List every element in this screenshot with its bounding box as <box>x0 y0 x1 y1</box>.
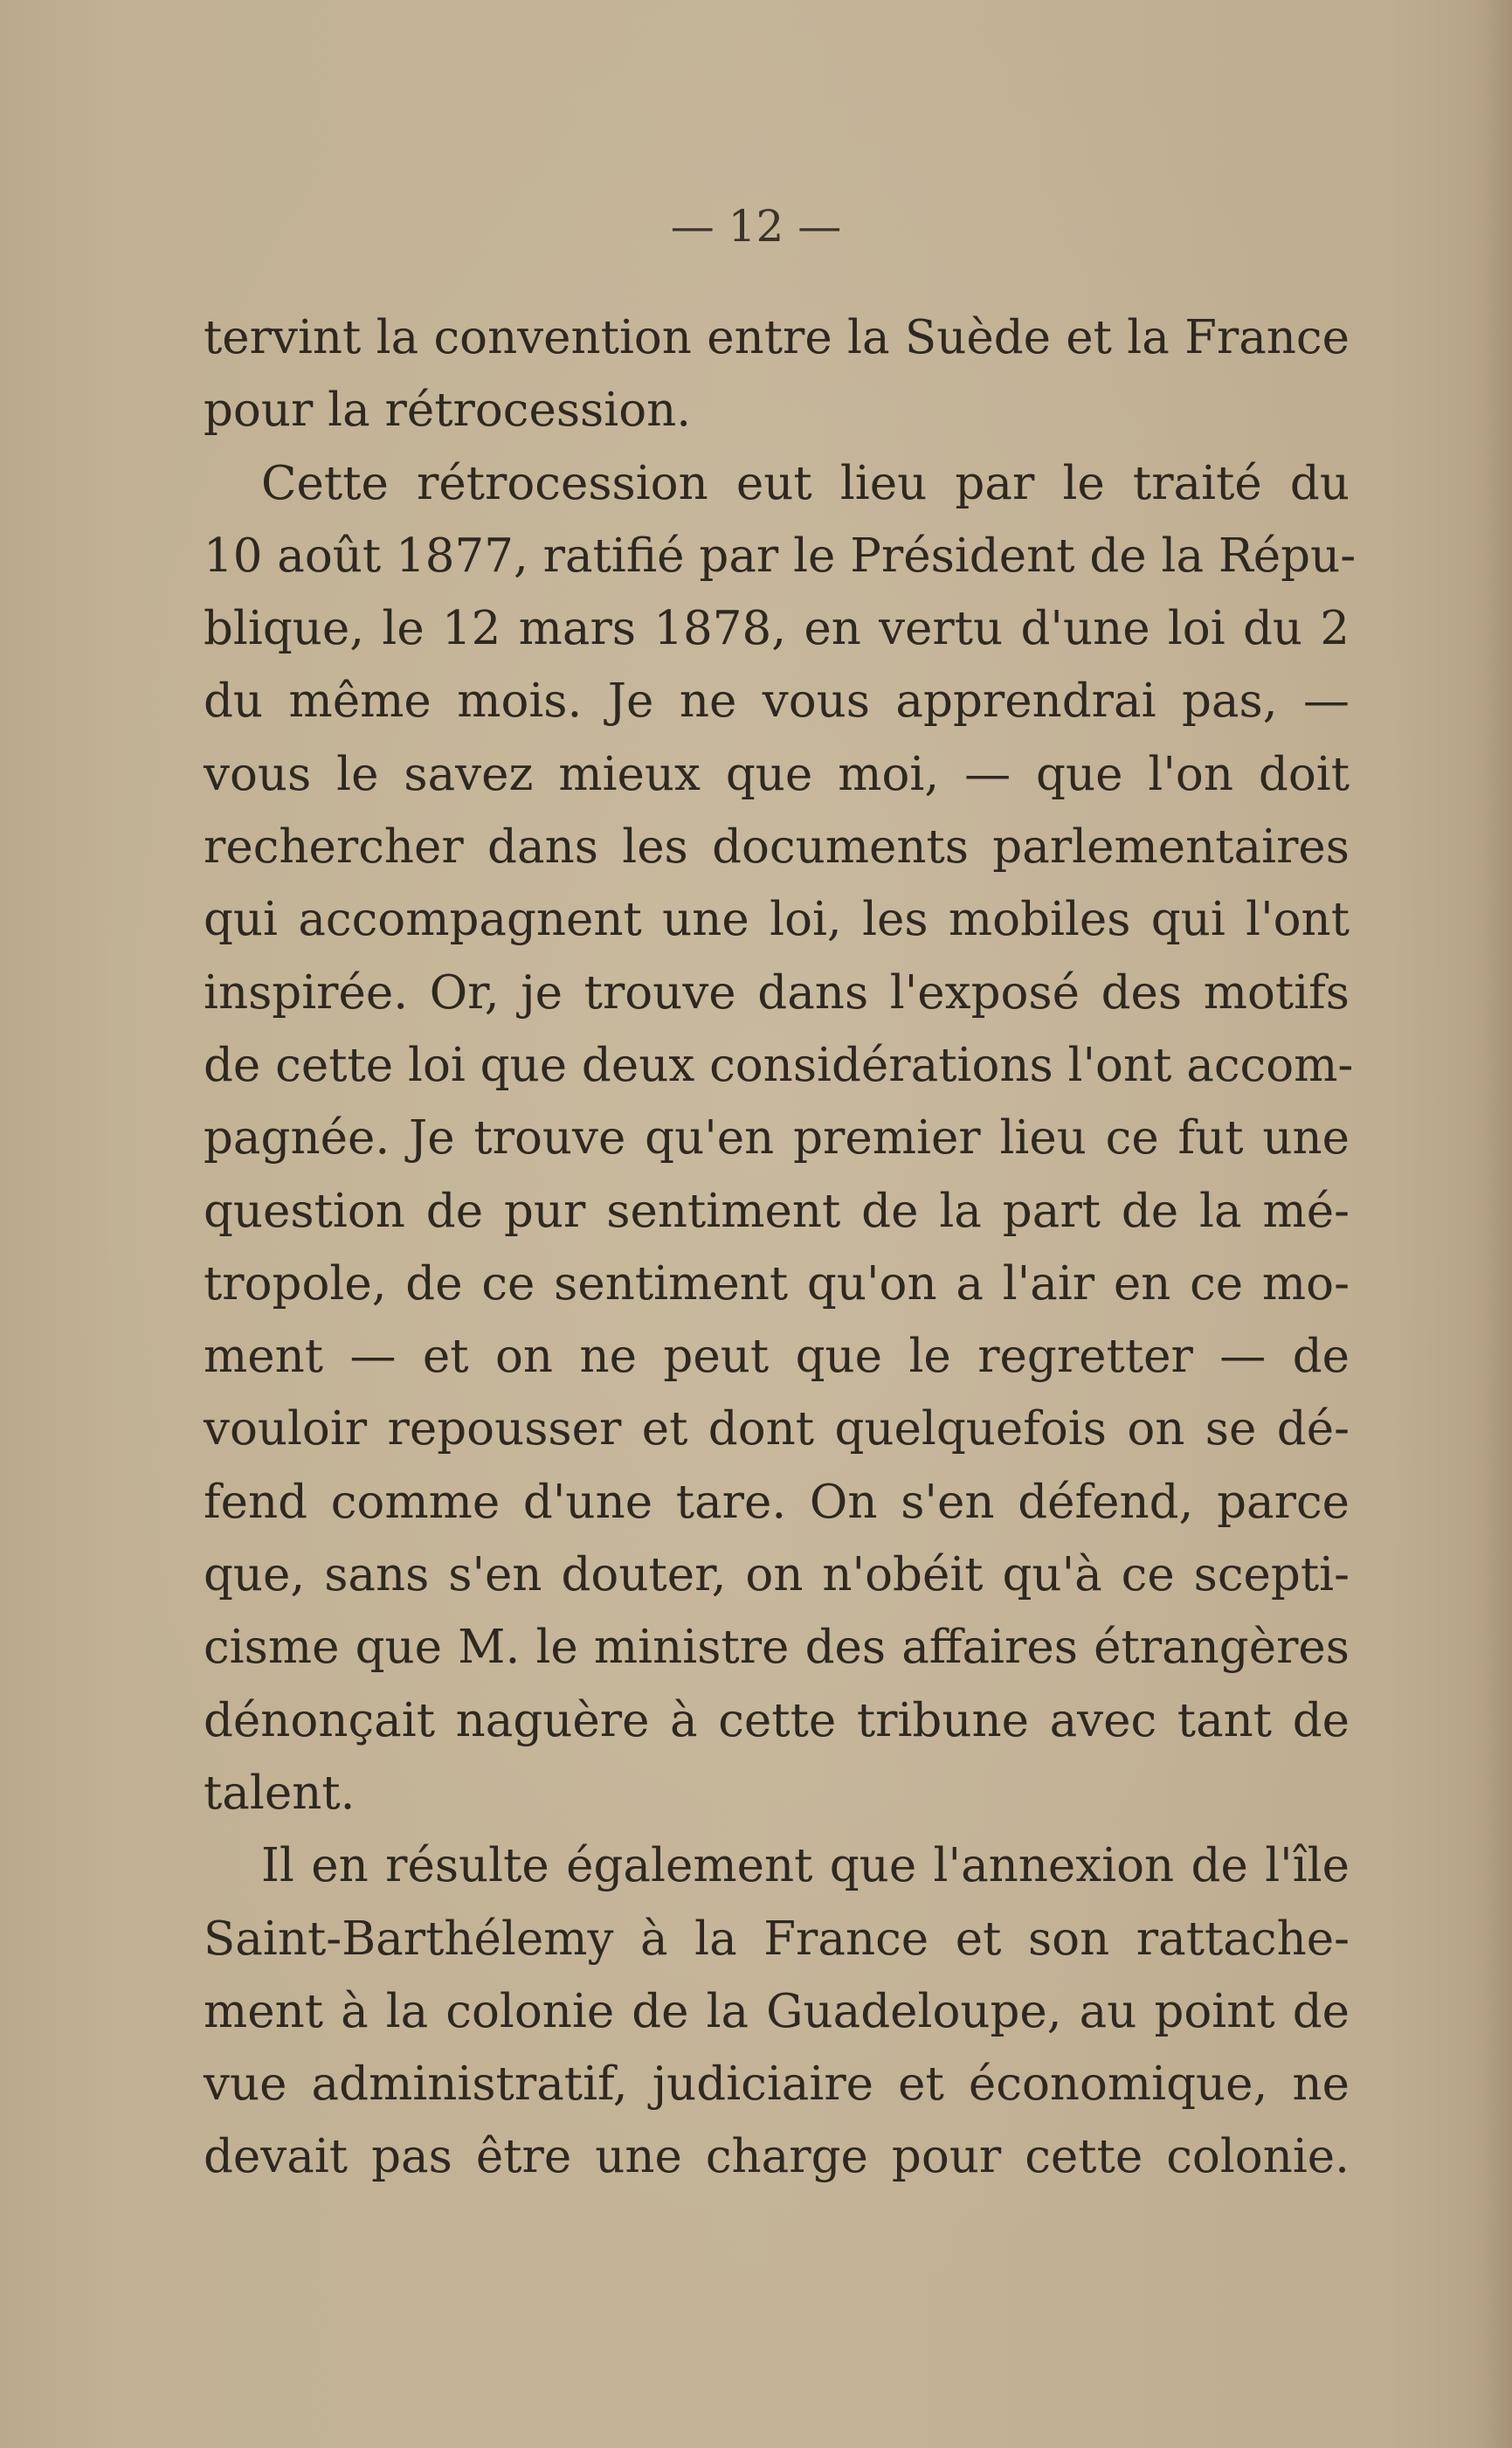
text-line: pour la rétrocession. <box>204 384 692 438</box>
text-line: question de pur sentiment de la part de la mé- <box>204 1184 1350 1238</box>
text-line: de cette loi que deux considérations l'ont accom- <box>204 1038 1354 1092</box>
text-line: qui accompagnent une loi, les mobiles qui l'ont <box>204 893 1350 947</box>
text-line: cisme que M. le ministre des affaires étrangères <box>204 1621 1350 1675</box>
text-line: talent. <box>204 1766 356 1820</box>
text-line: ment — et on ne peut que le regretter — de <box>204 1330 1350 1384</box>
text-line: fend comme d'une tare. On s'en défend, parce <box>204 1475 1350 1529</box>
text-line: tropole, de ce sentiment qu'on a l'air en ce mo- <box>204 1256 1350 1310</box>
text-line: blique, le 12 mars 1878, en vertu d'une loi du 2 <box>204 602 1350 656</box>
text-line: inspirée. Or, je trouve dans l'exposé des motifs <box>204 965 1350 1020</box>
paragraph-first-line: Cette rétrocession eut lieu par le traité du <box>261 456 1350 510</box>
text-line: ment à la colonie de la Guadeloupe, au point de <box>204 1984 1350 2038</box>
text-line: rechercher dans les documents parlementaires <box>204 820 1350 875</box>
text-line: vous le savez mieux que moi, — que l'on doit <box>204 747 1350 801</box>
text-line: que, sans s'en douter, on n'obéit qu'à ce scepti- <box>204 1548 1350 1602</box>
paragraph-first-line: Il en résulte également que l'annexion de l'île <box>261 1839 1350 1893</box>
text-line: Saint-Barthélemy à la France et son rattache- <box>204 1912 1350 1966</box>
text-line: dénonçait naguère à cette tribune avec tant de <box>204 1693 1350 1747</box>
text-line: vue administratif, judiciaire et économique, ne <box>204 2057 1350 2112</box>
page-number: — 12 — <box>670 201 842 252</box>
text-line: pagnée. Je trouve qu'en premier lieu ce fut une <box>204 1111 1350 1165</box>
body-text <box>204 301 1357 2194</box>
text-line: tervint la convention entre la Suède et la France <box>204 311 1350 364</box>
text-line: du même mois. Je ne vous apprendrai pas, — <box>204 674 1350 729</box>
text-line: devait pas être une charge pour cette colonie. <box>204 2130 1350 2184</box>
text-line: vouloir repousser et dont quelquefois on se dé- <box>204 1402 1350 1456</box>
text-line: 10 août 1877, ratifié par le Président de la Répu- <box>204 529 1357 583</box>
